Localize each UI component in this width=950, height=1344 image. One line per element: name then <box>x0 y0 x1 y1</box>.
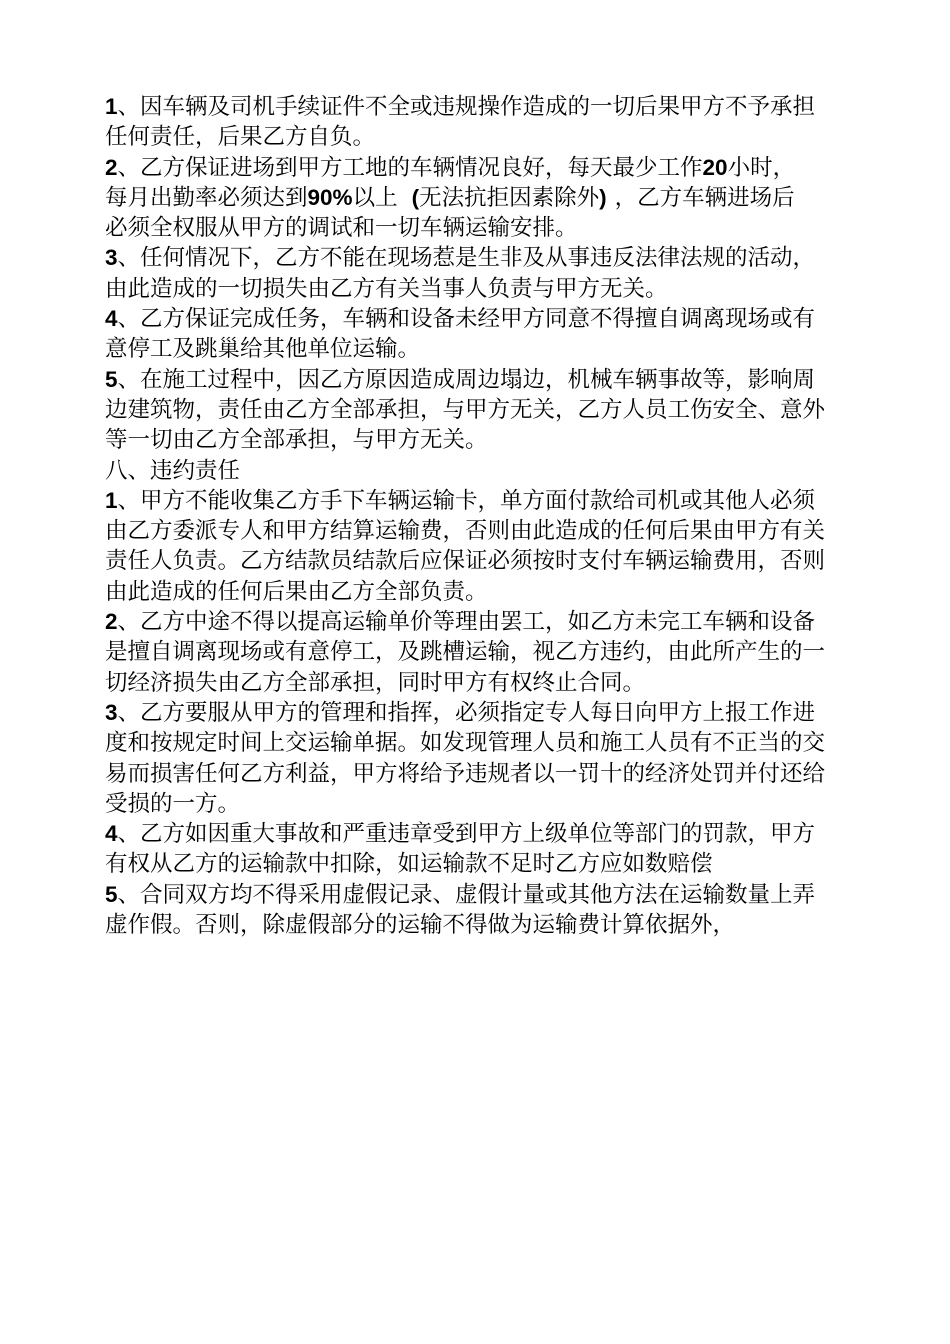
text-line <box>105 607 865 637</box>
text-line: 易而损害任何乙方利益，甲方将给予违规者以一罚十的经济处罚并付还给 <box>105 760 826 787</box>
clause-7-2 <box>105 153 865 244</box>
text-line: 由乙方委派专人和甲方结算运输费，否则由此造成的任何后果由甲方有关 <box>105 518 826 545</box>
text-line: 边建筑物，责任由乙方全部承担，与甲方无关，乙方人员工伤安全、意外 <box>105 396 826 423</box>
section-heading: 八、违约责任 <box>105 457 241 484</box>
text-line <box>105 243 865 273</box>
clause-text: 、甲方不能收集乙方手下车辆运输卡，单方面付款给司机或其他人必须 <box>117 487 816 514</box>
text-line <box>105 183 865 213</box>
text-line <box>105 153 865 183</box>
clause-text: 、乙方中途不得以提高运输单价等理由罢工，如乙方未完工车辆和设备 <box>117 609 816 636</box>
clause-number: 5 <box>105 366 118 392</box>
text-line: 度和按规定时间上交运输单据。如发现管理人员和施工人员有不正当的交 <box>105 730 826 757</box>
clause-text: 每月出勤率必须达到 <box>105 184 308 211</box>
clause-number: 4 <box>105 306 118 332</box>
text-line <box>105 304 865 334</box>
clause-text: 小时， <box>727 154 796 181</box>
clause-number: 3 <box>105 245 118 271</box>
clause-text: 以上 <box>352 184 398 211</box>
clause-text: 、乙方如因重大事故和严重违章受到甲方上级单位等部门的罚款，甲方 <box>117 821 816 848</box>
paren-open: ( <box>411 184 420 210</box>
clause-number: 4 <box>105 821 118 847</box>
text-line: 责任人负责。乙方结款员结款后应保证必须按时支付车辆运输费用，否则 <box>105 548 826 575</box>
clause-8-2 <box>105 607 865 698</box>
text-line <box>105 92 865 122</box>
text-line: 切经济损失由乙方全部承担，同时甲方有权终止合同。 <box>105 669 646 696</box>
clause-number: 2 <box>105 154 118 180</box>
clause-text: 、任何情况下，乙方不能在现场惹是生非及从事违反法律法规的活动， <box>117 245 816 272</box>
text-line: 虚作假。否则，除虚假部分的运输不得做为运输费计算依据外， <box>105 912 736 939</box>
clause-number: 3 <box>105 699 118 725</box>
text-line <box>105 698 865 728</box>
text-line: 任何责任，后果乙方自负。 <box>105 124 376 151</box>
clause-7-5 <box>105 365 865 456</box>
clause-number: 1 <box>105 94 118 119</box>
clause-text: 、因车辆及司机手续证件不全或违规操作造成的一切后果甲方不予承担 <box>117 94 816 120</box>
percentage-value: 90% <box>307 184 353 210</box>
clause-7-1 <box>105 92 865 153</box>
text-line: 必须全权服从甲方的调试和一切车辆运输安排。 <box>105 215 578 242</box>
clause-text: 、乙方保证完成任务，车辆和设备未经甲方同意不得擅自调离现场或有 <box>117 306 816 333</box>
clause-number: 5 <box>105 881 118 907</box>
text-line: 意停工及跳巢给其他单位运输。 <box>105 336 421 363</box>
text-line: 是擅自调离现场或有意停工，及跳槽运输，视乙方违约，由此所产生的一 <box>105 639 826 666</box>
clause-8-1 <box>105 486 865 607</box>
clause-text: 、乙方要服从甲方的管理和指挥，必须指定专人每日向甲方上报工作进 <box>117 699 816 726</box>
text-line <box>105 819 865 849</box>
document-body <box>105 92 865 940</box>
clause-8-5 <box>105 880 865 941</box>
text-line <box>105 486 865 516</box>
clause-text: 、在施工过程中，因乙方原因造成周边塌边，机械车辆事故等，影响周 <box>117 366 816 393</box>
text-line <box>105 880 865 910</box>
text-line <box>105 365 865 395</box>
clause-text: 、合同双方均不得采用虚假记录、虚假计量或其他方法在运输数量上弄 <box>117 881 816 908</box>
text-line: 等一切由乙方全部承担，与甲方无关。 <box>105 427 488 454</box>
clause-8-4 <box>105 819 865 880</box>
clause-text: 、乙方保证进场到甲方工地的车辆情况良好，每天最少工作 <box>117 154 703 181</box>
clause-7-4 <box>105 304 865 365</box>
clause-number: 1 <box>105 487 118 513</box>
text-line: 由此造成的任何后果由乙方全部负责。 <box>105 578 488 605</box>
hours-value: 20 <box>702 154 728 180</box>
text-line: 由此造成的一切损失由乙方有关当事人负责与甲方无关。 <box>105 275 668 302</box>
text-line: 有权从乙方的运输款中扣除，如运输款不足时乙方应如数赔偿 <box>105 851 713 878</box>
clause-8-3 <box>105 698 865 819</box>
paren-close: ) <box>599 184 607 210</box>
clause-text: ，乙方车辆进场后 <box>614 184 795 211</box>
text-line: 受损的一方。 <box>105 790 241 817</box>
clause-number: 2 <box>105 609 118 635</box>
clause-text: 无法抗拒因素除外 <box>419 184 600 211</box>
clause-7-3 <box>105 243 865 304</box>
